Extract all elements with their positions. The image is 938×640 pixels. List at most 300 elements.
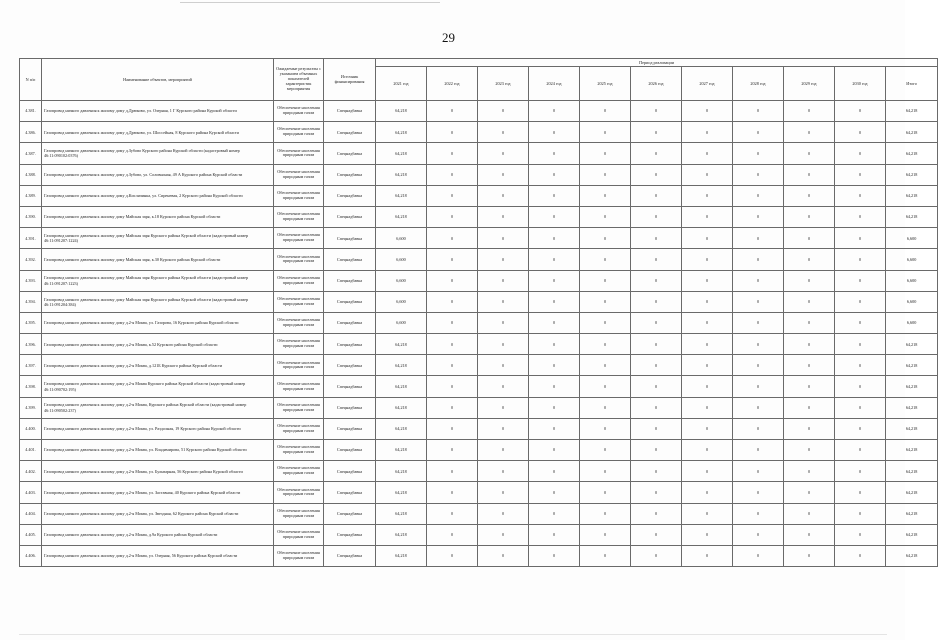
row-total: 6,600 xyxy=(886,291,938,312)
financing-source: Спецнадбавка xyxy=(324,334,376,355)
program-table xyxy=(19,58,938,567)
year-value: 0 xyxy=(580,122,631,143)
header-year: 2023 год xyxy=(478,67,529,101)
year-value: 0 xyxy=(835,291,886,312)
year-value: 0 xyxy=(784,206,835,227)
page-number: 29 xyxy=(442,30,455,45)
row-number: 4.388. xyxy=(20,164,42,185)
year-value: 0 xyxy=(835,482,886,503)
year-value: 0 xyxy=(478,122,529,143)
year-value: 0 xyxy=(631,376,682,397)
year-value: 0 xyxy=(580,206,631,227)
year-value: 0 xyxy=(427,461,478,482)
year-value: 0 xyxy=(631,270,682,291)
year-value: 0 xyxy=(733,249,784,270)
year-value: 0 xyxy=(682,122,733,143)
object-name: Газопровод низкого давления к жилому дому д.2-я Моква, ул. Заставная, 40 Курского района Курской области xyxy=(42,482,274,503)
year-value: 0 xyxy=(529,545,580,566)
year-value: 6,600 xyxy=(376,291,427,312)
year-value: 0 xyxy=(529,482,580,503)
table-row xyxy=(20,206,938,227)
table-row xyxy=(20,482,938,503)
year-value: 0 xyxy=(580,143,631,164)
year-value: 0 xyxy=(682,101,733,122)
row-total: 64,218 xyxy=(886,503,938,524)
row-total: 64,218 xyxy=(886,206,938,227)
year-value: 0 xyxy=(529,503,580,524)
expected-result: Обеспечение населения природным газом xyxy=(274,355,324,376)
financing-source: Спецнадбавка xyxy=(324,249,376,270)
row-number: 4.400. xyxy=(20,418,42,439)
year-value: 0 xyxy=(580,334,631,355)
financing-source: Спецнадбавка xyxy=(324,503,376,524)
year-value: 0 xyxy=(682,355,733,376)
table-row xyxy=(20,376,938,397)
year-value: 0 xyxy=(580,376,631,397)
year-value: 0 xyxy=(580,418,631,439)
object-name: Газопровод низкого давления к жилому дому д.2-я Моква, ул. Раздолная, 19 Курского района Курской области xyxy=(42,418,274,439)
financing-source: Спецнадбавка xyxy=(324,461,376,482)
object-name: Газопровод низкого давления к жилому дому д.2-я Моква, ул. Озерная, 56 Курского района Курской области xyxy=(42,545,274,566)
year-value: 0 xyxy=(529,164,580,185)
year-value: 0 xyxy=(784,185,835,206)
header-total: Итого xyxy=(886,67,938,101)
year-value: 0 xyxy=(631,524,682,545)
row-number: 4.391. xyxy=(20,228,42,249)
year-value: 0 xyxy=(784,503,835,524)
year-value: 0 xyxy=(682,545,733,566)
year-value: 6,600 xyxy=(376,270,427,291)
year-value: 0 xyxy=(733,334,784,355)
expected-result: Обеспечение населения природным газом xyxy=(274,312,324,333)
year-value: 0 xyxy=(733,122,784,143)
year-value: 0 xyxy=(478,397,529,418)
header-period-group: Период реализации xyxy=(376,59,938,67)
expected-result: Обеспечение населения природным газом xyxy=(274,440,324,461)
financing-source: Спецнадбавка xyxy=(324,101,376,122)
table-row xyxy=(20,440,938,461)
object-name: Газопровод низкого давления к жилому дому д.2-я Моква, ул. Звездная, 62 Курского района Курской области xyxy=(42,503,274,524)
object-name: Газопровод низкого давления к жилому дому д.Дрюково, ул. Озерная, 1 Г Курского района Курской области xyxy=(42,101,274,122)
row-number: 4.395. xyxy=(20,312,42,333)
year-value: 0 xyxy=(835,270,886,291)
year-value: 0 xyxy=(478,228,529,249)
year-value: 64,218 xyxy=(376,122,427,143)
object-name: Газопровод низкого давления к жилому дому Майская заря Курского района Курской области (кадастровый номер 46:11:091204:384) xyxy=(42,291,274,312)
row-number: 4.386. xyxy=(20,122,42,143)
year-value: 0 xyxy=(580,461,631,482)
year-value: 0 xyxy=(631,101,682,122)
object-name: Газопровод низкого давления к жилому дому Майская заря Курского района Курской области (кадастровый номер 46:11:091207:1223) xyxy=(42,270,274,291)
year-value: 0 xyxy=(733,503,784,524)
year-value: 0 xyxy=(580,164,631,185)
row-number: 4.393. xyxy=(20,270,42,291)
expected-result: Обеспечение населения природным газом xyxy=(274,545,324,566)
year-value: 0 xyxy=(529,376,580,397)
header-name: Наименование объектов, мероприятий xyxy=(42,59,274,101)
expected-result: Обеспечение населения природным газом xyxy=(274,524,324,545)
financing-source: Спецнадбавка xyxy=(324,355,376,376)
year-value: 0 xyxy=(478,461,529,482)
year-value: 0 xyxy=(733,312,784,333)
year-value: 64,218 xyxy=(376,524,427,545)
year-value: 0 xyxy=(580,101,631,122)
year-value: 0 xyxy=(682,206,733,227)
object-name: Газопровод низкого давления к жилому дому д.2-я Моква, д.121Б Курского района Курской области xyxy=(42,355,274,376)
year-value: 0 xyxy=(682,249,733,270)
year-value: 0 xyxy=(580,249,631,270)
year-value: 0 xyxy=(427,122,478,143)
table-row xyxy=(20,545,938,566)
year-value: 0 xyxy=(529,397,580,418)
year-value: 64,218 xyxy=(376,355,427,376)
year-value: 0 xyxy=(427,101,478,122)
year-value: 64,218 xyxy=(376,185,427,206)
financing-source: Спецнадбавка xyxy=(324,206,376,227)
year-value: 0 xyxy=(631,482,682,503)
year-value: 0 xyxy=(784,312,835,333)
financing-source: Спецнадбавка xyxy=(324,164,376,185)
year-value: 0 xyxy=(427,185,478,206)
year-value: 0 xyxy=(580,312,631,333)
expected-result: Обеспечение населения природным газом xyxy=(274,206,324,227)
year-value: 0 xyxy=(631,334,682,355)
header-year: 2028 год xyxy=(733,67,784,101)
table-row xyxy=(20,249,938,270)
object-name: Газопровод низкого давления к жилому дому д.2-я Моква Курского района Курской области (кадастровый номер 46:11:090702:195) xyxy=(42,376,274,397)
year-value: 0 xyxy=(682,291,733,312)
financing-source: Спецнадбавка xyxy=(324,228,376,249)
year-value: 0 xyxy=(478,164,529,185)
year-value: 0 xyxy=(529,440,580,461)
year-value: 0 xyxy=(733,206,784,227)
row-number: 4.401. xyxy=(20,440,42,461)
year-value: 0 xyxy=(784,164,835,185)
year-value: 0 xyxy=(784,461,835,482)
year-value: 0 xyxy=(580,185,631,206)
year-value: 0 xyxy=(631,143,682,164)
year-value: 0 xyxy=(784,228,835,249)
year-value: 0 xyxy=(682,503,733,524)
row-total: 64,218 xyxy=(886,376,938,397)
year-value: 0 xyxy=(427,249,478,270)
header-year: 2026 год xyxy=(631,67,682,101)
object-name: Газопровод низкого давления к жилому дому Майская заря, к.18 Курского района Курской области xyxy=(42,206,274,227)
row-total: 64,218 xyxy=(886,164,938,185)
year-value: 0 xyxy=(682,418,733,439)
row-number: 4.389. xyxy=(20,185,42,206)
year-value: 0 xyxy=(733,101,784,122)
year-value: 0 xyxy=(631,185,682,206)
year-value: 0 xyxy=(631,206,682,227)
year-value: 0 xyxy=(835,440,886,461)
year-value: 0 xyxy=(529,101,580,122)
expected-result: Обеспечение населения природным газом xyxy=(274,164,324,185)
year-value: 0 xyxy=(733,482,784,503)
year-value: 0 xyxy=(784,122,835,143)
year-value: 0 xyxy=(580,524,631,545)
year-value: 0 xyxy=(478,334,529,355)
year-value: 0 xyxy=(835,228,886,249)
financing-source: Спецнадбавка xyxy=(324,291,376,312)
table-row xyxy=(20,461,938,482)
table-row xyxy=(20,397,938,418)
year-value: 0 xyxy=(427,524,478,545)
table-row xyxy=(20,228,938,249)
year-value: 0 xyxy=(835,206,886,227)
year-value: 64,218 xyxy=(376,545,427,566)
year-value: 64,218 xyxy=(376,334,427,355)
financing-source: Спецнадбавка xyxy=(324,397,376,418)
year-value: 64,218 xyxy=(376,482,427,503)
year-value: 0 xyxy=(784,355,835,376)
row-number: 4.387. xyxy=(20,143,42,164)
year-value: 6,600 xyxy=(376,312,427,333)
year-value: 0 xyxy=(580,355,631,376)
row-total: 64,218 xyxy=(886,418,938,439)
table-row xyxy=(20,143,938,164)
expected-result: Обеспечение населения природным газом xyxy=(274,185,324,206)
year-value: 0 xyxy=(682,524,733,545)
year-value: 0 xyxy=(835,545,886,566)
year-value: 0 xyxy=(784,397,835,418)
year-value: 0 xyxy=(427,270,478,291)
financing-source: Спецнадбавка xyxy=(324,143,376,164)
object-name: Газопровод низкого давления к жилому дому д.Зубово, ул. Соловьиная, 49 А Курского района Курской области xyxy=(42,164,274,185)
year-value: 0 xyxy=(733,270,784,291)
year-value: 0 xyxy=(529,524,580,545)
scan-edge-line xyxy=(180,2,440,3)
year-value: 64,218 xyxy=(376,418,427,439)
row-number: 4.405. xyxy=(20,524,42,545)
year-value: 0 xyxy=(682,164,733,185)
year-value: 0 xyxy=(427,291,478,312)
financing-source: Спецнадбавка xyxy=(324,270,376,291)
year-value: 0 xyxy=(631,503,682,524)
year-value: 0 xyxy=(631,291,682,312)
year-value: 0 xyxy=(580,545,631,566)
year-value: 0 xyxy=(631,164,682,185)
year-value: 64,218 xyxy=(376,397,427,418)
year-value: 0 xyxy=(478,482,529,503)
row-number: 4.392. xyxy=(20,249,42,270)
expected-result: Обеспечение населения природным газом xyxy=(274,482,324,503)
row-total: 64,218 xyxy=(886,440,938,461)
year-value: 0 xyxy=(682,334,733,355)
year-value: 0 xyxy=(631,440,682,461)
year-value: 64,218 xyxy=(376,143,427,164)
expected-result: Обеспечение населения природным газом xyxy=(274,101,324,122)
year-value: 64,218 xyxy=(376,164,427,185)
year-value: 0 xyxy=(733,164,784,185)
object-name: Газопровод низкого давления к жилому дому Майская заря Курского района Курской области (кадастровый номер 46:11:091207:1224) xyxy=(42,228,274,249)
year-value: 64,218 xyxy=(376,206,427,227)
row-number: 4.402. xyxy=(20,461,42,482)
row-total: 64,218 xyxy=(886,101,938,122)
row-total: 64,218 xyxy=(886,524,938,545)
year-value: 0 xyxy=(529,312,580,333)
financing-source: Спецнадбавка xyxy=(324,185,376,206)
year-value: 0 xyxy=(529,143,580,164)
year-value: 0 xyxy=(427,164,478,185)
year-value: 0 xyxy=(835,312,886,333)
row-number: 4.404. xyxy=(20,503,42,524)
object-name: Газопровод низкого давления к жилому дому д.2-я Моква, ул. Владимирова, 51 Курского района Курской области xyxy=(42,440,274,461)
year-value: 0 xyxy=(835,376,886,397)
year-value: 0 xyxy=(733,440,784,461)
row-number: 4.406. xyxy=(20,545,42,566)
expected-result: Обеспечение населения природным газом xyxy=(274,143,324,164)
expected-result: Обеспечение населения природным газом xyxy=(274,334,324,355)
year-value: 0 xyxy=(733,397,784,418)
table-row xyxy=(20,270,938,291)
object-name: Газопровод низкого давления к жилому дому д.2-я Моква, к.52 Курского района Курской области xyxy=(42,334,274,355)
year-value: 0 xyxy=(631,461,682,482)
year-value: 0 xyxy=(835,164,886,185)
header-source: Источник финансирования xyxy=(324,59,376,101)
year-value: 0 xyxy=(784,545,835,566)
year-value: 0 xyxy=(478,418,529,439)
row-total: 64,218 xyxy=(886,334,938,355)
year-value: 0 xyxy=(733,524,784,545)
row-total: 64,218 xyxy=(886,461,938,482)
expected-result: Обеспечение населения природным газом xyxy=(274,122,324,143)
year-value: 0 xyxy=(733,418,784,439)
year-value: 0 xyxy=(784,291,835,312)
year-value: 0 xyxy=(580,291,631,312)
year-value: 64,218 xyxy=(376,440,427,461)
header-year: 2029 год xyxy=(784,67,835,101)
year-value: 0 xyxy=(580,228,631,249)
year-value: 0 xyxy=(835,334,886,355)
object-name: Газопровод низкого давления к жилому дому д.2-я Моква, ул. Газорова, 16 Курского района Курской области xyxy=(42,312,274,333)
year-value: 0 xyxy=(478,143,529,164)
year-value: 0 xyxy=(784,270,835,291)
year-value: 0 xyxy=(784,418,835,439)
year-value: 0 xyxy=(427,440,478,461)
year-value: 0 xyxy=(835,461,886,482)
expected-result: Обеспечение населения природным газом xyxy=(274,397,324,418)
year-value: 0 xyxy=(427,334,478,355)
year-value: 0 xyxy=(427,143,478,164)
expected-result: Обеспечение населения природным газом xyxy=(274,249,324,270)
year-value: 64,218 xyxy=(376,376,427,397)
scan-bottom-edge xyxy=(19,634,887,635)
row-number: 4.396. xyxy=(20,334,42,355)
year-value: 0 xyxy=(529,249,580,270)
financing-source: Спецнадбавка xyxy=(324,524,376,545)
year-value: 0 xyxy=(784,524,835,545)
year-value: 0 xyxy=(478,524,529,545)
object-name: Газопровод низкого давления к жилому дому Майская заря, к.30 Курского района Курской области xyxy=(42,249,274,270)
year-value: 0 xyxy=(529,206,580,227)
year-value: 0 xyxy=(478,503,529,524)
row-total: 6,600 xyxy=(886,228,938,249)
header-year: 2025 год xyxy=(580,67,631,101)
year-value: 0 xyxy=(682,461,733,482)
table-row xyxy=(20,122,938,143)
year-value: 0 xyxy=(529,228,580,249)
year-value: 0 xyxy=(478,440,529,461)
year-value: 0 xyxy=(427,397,478,418)
year-value: 0 xyxy=(631,122,682,143)
year-value: 0 xyxy=(835,397,886,418)
year-value: 0 xyxy=(835,143,886,164)
year-value: 0 xyxy=(427,503,478,524)
year-value: 0 xyxy=(631,355,682,376)
year-value: 0 xyxy=(784,334,835,355)
year-value: 0 xyxy=(682,143,733,164)
year-value: 0 xyxy=(784,440,835,461)
object-name: Газопровод низкого давления к жилому дому д.2-я Моква, Курского района Курской области (кадастровый номер 46:11:090502:237) xyxy=(42,397,274,418)
expected-result: Обеспечение населения природным газом xyxy=(274,291,324,312)
row-number: 4.403. xyxy=(20,482,42,503)
table-row xyxy=(20,291,938,312)
year-value: 0 xyxy=(733,228,784,249)
header-num: N п/п xyxy=(20,59,42,101)
header-year: 2030 год xyxy=(835,67,886,101)
table-row xyxy=(20,101,938,122)
year-value: 0 xyxy=(529,461,580,482)
year-value: 0 xyxy=(835,355,886,376)
year-value: 0 xyxy=(784,101,835,122)
year-value: 0 xyxy=(631,228,682,249)
year-value: 6,600 xyxy=(376,249,427,270)
year-value: 0 xyxy=(835,418,886,439)
year-value: 0 xyxy=(427,545,478,566)
year-value: 0 xyxy=(478,355,529,376)
financing-source: Спецнадбавка xyxy=(324,482,376,503)
year-value: 0 xyxy=(733,143,784,164)
year-value: 0 xyxy=(580,440,631,461)
year-value: 0 xyxy=(529,355,580,376)
row-number: 4.399. xyxy=(20,397,42,418)
year-value: 0 xyxy=(733,185,784,206)
header-year: 2024 год xyxy=(529,67,580,101)
year-value: 0 xyxy=(529,334,580,355)
row-total: 64,218 xyxy=(886,122,938,143)
row-total: 6,600 xyxy=(886,312,938,333)
year-value: 0 xyxy=(835,185,886,206)
year-value: 0 xyxy=(631,312,682,333)
year-value: 0 xyxy=(478,376,529,397)
financing-source: Спецнадбавка xyxy=(324,440,376,461)
year-value: 0 xyxy=(682,185,733,206)
table-row xyxy=(20,312,938,333)
year-value: 0 xyxy=(784,143,835,164)
year-value: 0 xyxy=(733,291,784,312)
header-year: 2021 год xyxy=(376,67,427,101)
year-value: 0 xyxy=(580,503,631,524)
year-value: 0 xyxy=(682,312,733,333)
year-value: 0 xyxy=(478,312,529,333)
table-row xyxy=(20,334,938,355)
table-row xyxy=(20,185,938,206)
table-row xyxy=(20,503,938,524)
year-value: 0 xyxy=(733,355,784,376)
year-value: 0 xyxy=(682,397,733,418)
header-year: 2022 год xyxy=(427,67,478,101)
year-value: 0 xyxy=(529,185,580,206)
year-value: 0 xyxy=(427,482,478,503)
object-name: Газопровод низкого давления к жилому дому д.Зубово Курского района Курской области (кадастровый номер 46:11:090102:0376) xyxy=(42,143,274,164)
year-value: 0 xyxy=(427,312,478,333)
row-total: 64,218 xyxy=(886,185,938,206)
year-value: 64,218 xyxy=(376,101,427,122)
year-value: 0 xyxy=(478,545,529,566)
row-number: 4.381. xyxy=(20,101,42,122)
year-value: 0 xyxy=(478,206,529,227)
